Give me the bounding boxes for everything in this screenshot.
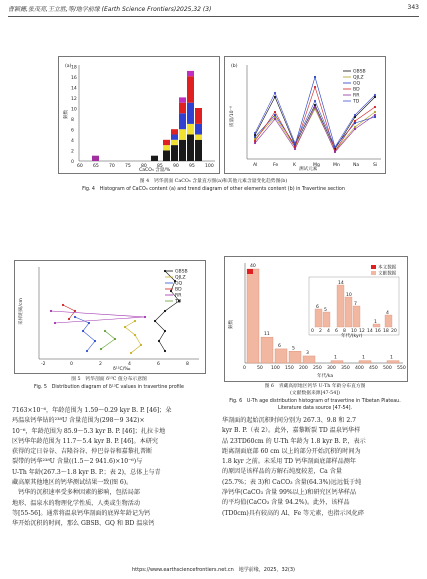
body-line: (TD0cm)具有较高的 Al、Fe 等元素，也指示风化碎 xyxy=(222,509,364,517)
fig5-point xyxy=(50,310,52,312)
fig4b-point xyxy=(374,96,376,98)
fig5-ylabel: 采样距离/cm xyxy=(19,298,24,325)
fig5-point xyxy=(62,304,64,306)
fig4a-bar xyxy=(179,97,186,102)
fig6-legend-swatch xyxy=(371,271,376,275)
fig6-inset-xtick: 4 xyxy=(327,329,330,334)
fig5-point xyxy=(140,344,142,346)
fig4b-point xyxy=(294,148,296,150)
fig6-inset-label: 10 xyxy=(346,293,352,298)
fig4b-point xyxy=(254,142,256,144)
fig6-xtick: 400 xyxy=(355,366,364,371)
fig6-bar xyxy=(275,349,287,363)
fig6-bar xyxy=(387,361,399,363)
fig6-caption-en: Fig. 6 U-Th age distribution histogram of travertine in Tibetan Plateau. Literature data source [47-54]. xyxy=(229,399,401,411)
fig5-point xyxy=(54,322,56,324)
page-footer: https://www.earthsciencefrontiers.net.cn 地学前缘，2025，32(3) xyxy=(132,567,295,573)
fig4a-bar xyxy=(187,71,194,76)
fig4b-point xyxy=(314,100,316,102)
fig6-bar-label: 3 xyxy=(306,350,309,356)
fig4-caption-cn: 图 4 钙华剖面 CaCO₃ 含量直方图(a)和其他元素含量变化趋势图(b) xyxy=(139,179,288,184)
fig4a-xtick: 95 xyxy=(189,164,195,169)
fig4b-legend-item: GBSB xyxy=(353,69,366,75)
fig4b-point xyxy=(274,111,276,113)
fig6-inset-label: 14 xyxy=(338,281,344,286)
body-line: 距离剖面底部 60 cm 以上的部分开始沉积的时间为 xyxy=(222,447,361,455)
fig4b-point xyxy=(274,92,276,94)
fig6-xlabel: 年代/ka xyxy=(317,374,334,379)
fig4a-bar xyxy=(92,156,99,161)
fig6-legend-item: 本文数据 xyxy=(378,265,397,271)
fig6-histogram xyxy=(225,257,407,381)
fig4a-xtick: 85 xyxy=(157,164,163,169)
fig5-legend-item: RR xyxy=(175,293,182,299)
fig4b-xtick: Mn xyxy=(333,163,340,168)
fig4b-point xyxy=(274,118,276,120)
fig5-point xyxy=(74,310,76,312)
fig5-point xyxy=(114,338,116,340)
fig6-inset-xtick: 2 xyxy=(319,329,322,334)
fig4b-point xyxy=(274,96,276,98)
body-line: 7163×10⁻⁶，年龄范围为 1.59～0.29 kyr B. P. [46]；朵 xyxy=(12,407,172,414)
fig4b-point xyxy=(354,120,356,122)
fig4b-legend-item: QJLZ xyxy=(353,75,364,81)
fig4b-panel xyxy=(224,56,386,174)
fig4b-point xyxy=(374,94,376,96)
fig4b-point xyxy=(354,126,356,128)
fig6-bar-ours xyxy=(247,269,253,274)
fig5-panel xyxy=(14,260,206,374)
fig4b-legend-item: RR xyxy=(353,93,360,99)
fig6-inset-label: 7 xyxy=(354,302,357,307)
fig4b-point xyxy=(294,142,296,144)
fig5-series-line xyxy=(101,331,115,349)
fig6-bar-label: 40 xyxy=(250,264,256,269)
fig6-xtick: 250 xyxy=(313,366,322,371)
fig6-inset-bar xyxy=(323,312,330,327)
body-line: (25.7%；表 3)和 CaCO₃ 含量(64.3%)远远低于纯 xyxy=(222,478,362,486)
body-line: U-Th 年龄(267.3～1.8 kyr B. P.；表 2)，总体上与青 xyxy=(12,468,161,476)
fig4b-series-line xyxy=(255,107,375,152)
fig6-bar-label: 1 xyxy=(390,355,393,361)
fig6-legend-swatch xyxy=(371,265,376,269)
fig5-point xyxy=(88,322,90,324)
fig4b-xlabel: 测试元素 xyxy=(299,167,318,172)
fig4a-ytick: 0 xyxy=(71,160,74,165)
fig6-bar xyxy=(261,337,273,363)
fig5-delta13c xyxy=(15,261,205,373)
fig6-inset-bar xyxy=(315,309,322,327)
fig4a-bar xyxy=(163,140,170,145)
fig6-bar-label: 6 xyxy=(278,343,281,349)
fig4a-bar xyxy=(163,145,170,150)
fig6-inset-xtick: 8 xyxy=(343,329,346,334)
fig6-xtick: 0 xyxy=(243,366,246,371)
fig5-xtick: 4 xyxy=(128,362,131,367)
fig5-point xyxy=(154,320,156,322)
fig5-point xyxy=(130,352,132,354)
fig6-inset-bar xyxy=(337,285,344,327)
fig5-point xyxy=(68,318,70,320)
fig5-xtick: 2 xyxy=(99,362,102,367)
fig5-point xyxy=(164,350,166,352)
fig4b-point xyxy=(374,116,376,118)
body-line: 1.8 kyr 之前。未采用 TD 钙华剖面底部样品测年 xyxy=(222,458,356,466)
fig4b-point xyxy=(254,132,256,134)
fig5-legend-item: GQ xyxy=(175,281,183,287)
fig4b-legend-item: TD xyxy=(353,99,360,105)
fig4a-ytick: 10 xyxy=(71,107,77,113)
fig4b-point xyxy=(374,111,376,113)
fig6-inset-xtick: 18 xyxy=(383,329,389,334)
fig6-xtick: 100 xyxy=(271,366,280,371)
fig4a-ytick: 8 xyxy=(71,118,74,123)
fig4b-xtick: K xyxy=(293,163,297,168)
fig4-caption-en: Fig. 4 Histogram of CaCO₃ content (a) and trend diagram of other elements content (b) in Travertine section xyxy=(82,187,345,192)
fig4a-bar xyxy=(195,108,202,124)
fig4a-bar xyxy=(187,124,194,135)
fig4b-ylabel: 质量/10⁻⁶ xyxy=(230,106,235,127)
fig5-legend-item: QJLZ xyxy=(175,275,186,281)
fig6-caption-cn: 图 6 青藏高原地区钙华 U-Th 年龄分布直方图 xyxy=(264,384,366,389)
fig4a-bar xyxy=(179,103,186,114)
fig4b-point xyxy=(354,128,356,130)
fig5-point xyxy=(100,348,102,350)
fig4a-bar xyxy=(179,129,186,140)
fig4a-bar xyxy=(171,129,178,134)
fig4a-bar xyxy=(187,76,194,103)
fig4a-bar xyxy=(195,135,202,140)
fig5-point xyxy=(164,330,166,332)
body-line: 的平均值(CaCO₃ 含量 94.2%)。此外，该样品 xyxy=(222,499,350,507)
fig4a-xtick: 80 xyxy=(141,164,147,169)
fig6-bar-label: 1 xyxy=(362,355,365,361)
fig4a-xtick: 75 xyxy=(125,164,131,169)
fig5-point xyxy=(74,316,76,318)
fig4a-bar xyxy=(151,156,158,161)
fig4b-xtick: Mg xyxy=(313,163,320,168)
body-line: 品 23TD60cm 的 U-Th 年龄为 1.8 kyr B. P.，表示 xyxy=(222,437,366,445)
fig6-xtick: 500 xyxy=(383,366,392,371)
fig6-inset-label: 5 xyxy=(324,308,327,313)
fig4a-ytick: 4 xyxy=(71,139,74,144)
body-line: 华开始沉积的时间，那么 GBSB、GQ 和 BD 温泉钙 xyxy=(12,520,155,528)
fig4b-point xyxy=(314,106,316,108)
body-line: kyr B. P.（表 2）。此外，嘉黎断裂 TD 温泉钙华样 xyxy=(222,427,361,435)
fig5-xtick: -2 xyxy=(41,362,46,367)
fig6-bar-label: 1 xyxy=(334,355,337,361)
fig4a-bar xyxy=(171,140,178,145)
fig6-inset-xtick: 6 xyxy=(335,329,338,334)
fig6-xtick: 350 xyxy=(341,366,350,371)
page-number: 343 xyxy=(407,4,419,11)
fig4a-bar xyxy=(163,150,170,161)
fig5-point xyxy=(170,290,172,292)
body-line: 的原因是该样品的方解石纯度较差，Ca 含量 xyxy=(222,468,342,476)
fig4b-point xyxy=(374,114,376,116)
fig4b-point xyxy=(354,114,356,116)
fig4a-bar xyxy=(171,135,178,140)
body-line: 10⁻⁶，年龄范围为 85.9～5.3 kyr B. P. [46]；扎拉卡地 xyxy=(12,427,166,435)
fig4b-point xyxy=(314,86,316,88)
fig5-xlabel: δ¹³C/‰ xyxy=(113,367,131,372)
fig4a-ylabel: 频数 xyxy=(64,109,69,119)
fig4a-bar xyxy=(179,113,186,129)
fig4a-xtick: 90 xyxy=(173,164,179,169)
body-line: 等[55-56]。通常将温泉钙华剖面的底界年龄记为钙 xyxy=(12,509,151,517)
body-line: 华剖面的起始沉积时间分别为 267.3、9.8 和 2.7 xyxy=(222,417,357,424)
fig4a-bar xyxy=(187,103,194,124)
fig4a-xtick: 100 xyxy=(205,164,214,169)
fig4a-xtick: 65 xyxy=(93,164,99,169)
fig4a-bar xyxy=(195,124,202,135)
fig6-bar xyxy=(359,361,371,363)
fig6-inset-xtick: 10 xyxy=(351,329,357,334)
body-line: 玛温泉钙华钻的²³⁸U 含量范围为(298～9 342)× xyxy=(12,417,145,425)
fig4b-legend-item: BD xyxy=(353,87,360,93)
fig4b-xtick: Si xyxy=(373,163,378,168)
fig4b-point xyxy=(334,146,336,148)
fig5-legend-item: BD xyxy=(175,287,182,293)
body-line: 净钙华(CaCO₃ 含量 99%以上)和研究区钙华样品 xyxy=(222,489,356,497)
fig5-point xyxy=(134,320,136,322)
fig4a-ytick: 16 xyxy=(71,76,77,81)
fig6-bar-label: 11 xyxy=(264,332,270,338)
body-line: 区钙华年龄范围为 11.7～5.4 kyr B. P. [46]。本研究 xyxy=(12,437,158,445)
fig6-inset-label: 1 xyxy=(374,320,377,325)
fig4a-panel xyxy=(58,56,220,174)
fig4b-trend xyxy=(225,57,385,173)
fig5-point xyxy=(86,350,88,352)
fig6-inset-xtick: 14 xyxy=(367,329,373,334)
fig6-bar xyxy=(303,356,315,363)
fig5-series-line xyxy=(51,311,145,323)
fig6-inset-xtick: 16 xyxy=(375,329,381,334)
fig6-xtick: 450 xyxy=(369,366,378,371)
fig6-inset-label: 4 xyxy=(386,311,389,316)
fig6-inset-bar xyxy=(385,315,392,327)
fig4b-point xyxy=(274,114,276,116)
fig4b-label: (b) xyxy=(231,64,238,69)
fig5-point xyxy=(124,326,126,328)
fig6-inset-xtick: 12 xyxy=(359,329,365,334)
body-line: 地形、温泉水的物理化学性质、人类或生物活动 xyxy=(12,499,140,507)
fig5-xtick: 8 xyxy=(186,362,189,367)
fig5-caption-en: Fig. 5 Distribution diagram of δ¹³C values in travertine profile xyxy=(34,385,184,390)
fig5-series-line xyxy=(125,321,141,353)
fig4a-bar xyxy=(179,140,186,161)
fig5-point xyxy=(144,316,146,318)
fig5-point xyxy=(164,310,166,312)
fig4b-xtick: Al xyxy=(253,163,258,168)
fig4b-point xyxy=(314,104,316,106)
fig4a-histogram xyxy=(59,57,219,173)
fig4a-bar xyxy=(195,140,202,161)
fig6-bar xyxy=(289,351,301,363)
page-header xyxy=(8,4,419,17)
fig5-point xyxy=(82,330,84,332)
fig6-legend-item: 文献数据 xyxy=(378,271,397,277)
fig6-inset-xtick: 20 xyxy=(391,329,397,334)
fig6-bar xyxy=(331,361,343,363)
body-left-column xyxy=(12,406,212,530)
fig4a-ytick: 18 xyxy=(71,65,77,71)
fig5-xtick: 0 xyxy=(70,362,73,367)
fig6-inset-xtick: 0 xyxy=(311,329,314,334)
fig4b-point xyxy=(334,151,336,153)
body-line: 钙华的沉积速率受多种因素的影响，包括局部 xyxy=(12,489,140,497)
fig6-panel xyxy=(224,256,408,382)
fig5-legend-item: TD xyxy=(175,299,182,305)
fig6-xtick: 50 xyxy=(257,366,263,371)
fig6-xtick: 200 xyxy=(299,366,308,371)
fig4a-xtick: 60 xyxy=(77,164,83,169)
fig4b-legend-item: GQ xyxy=(353,81,361,87)
fig5-point xyxy=(134,334,136,336)
body-line: 获得的定日谷谷、吉隆谷谷、仲巴谷谷和嘉黎扎普断 xyxy=(12,448,153,456)
body-line: 藏高原其他地区的钙华测试结果一致(图 6)。 xyxy=(12,479,133,487)
fig4b-point xyxy=(374,106,376,108)
fig6-bar-label: 5 xyxy=(292,346,295,352)
fig4b-point xyxy=(254,136,256,138)
fig6-xtick: 550 xyxy=(397,366,406,371)
fig6-inset-xlabel: 年代/(kyr) xyxy=(341,334,363,339)
fig6-ylabel: 频数 xyxy=(229,319,234,329)
fig6-inset-bar xyxy=(345,297,352,327)
fig4a-label: (a) xyxy=(65,64,72,69)
fig6-inset-bar xyxy=(353,306,360,327)
fig4a-xlabel: CaCO₃ 含量/% xyxy=(139,168,171,173)
fig4b-point xyxy=(314,76,316,78)
fig5-point xyxy=(94,340,96,342)
fig6-bar xyxy=(247,269,259,363)
header-authors: 曹颖姗,张茂亮,王立胜,等/地学前缘 (Earth Science Frontiers)2025,32 (3) xyxy=(8,6,212,13)
fig4a-ytick: 14 xyxy=(71,86,77,92)
fig4a-ytick: 6 xyxy=(71,128,74,134)
fig4b-xtick: Fe xyxy=(273,163,279,168)
fig5-series-line xyxy=(75,317,95,351)
fig5-legend-item: GBSB xyxy=(175,269,188,275)
fig4a-ytick: 2 xyxy=(71,149,74,155)
fig4a-bar xyxy=(187,135,194,162)
fig5-xtick: 6 xyxy=(157,362,160,367)
body-line: 裂带的钙华²³⁸U 含量((1.5～2 941.6)×10⁻⁶)与 xyxy=(12,458,143,466)
fig6-inset-label: 6 xyxy=(316,305,319,310)
body-right-column xyxy=(222,416,418,519)
fig5-point xyxy=(104,330,106,332)
fig4a-bar xyxy=(171,145,178,161)
fig5-point xyxy=(158,340,160,342)
fig6-xtick: 150 xyxy=(285,366,294,371)
fig4b-xtick: Na xyxy=(353,163,360,168)
fig5-caption-cn: 图 5 钙华剖面 δ¹³C 值分布示意图 xyxy=(71,377,147,382)
fig4a-xtick: 70 xyxy=(109,164,115,169)
fig4a-ytick: 12 xyxy=(71,97,77,102)
fig6-caption-cn2: (文献数据来源[47-54]) xyxy=(289,391,341,396)
fig6-xtick: 300 xyxy=(327,366,336,371)
